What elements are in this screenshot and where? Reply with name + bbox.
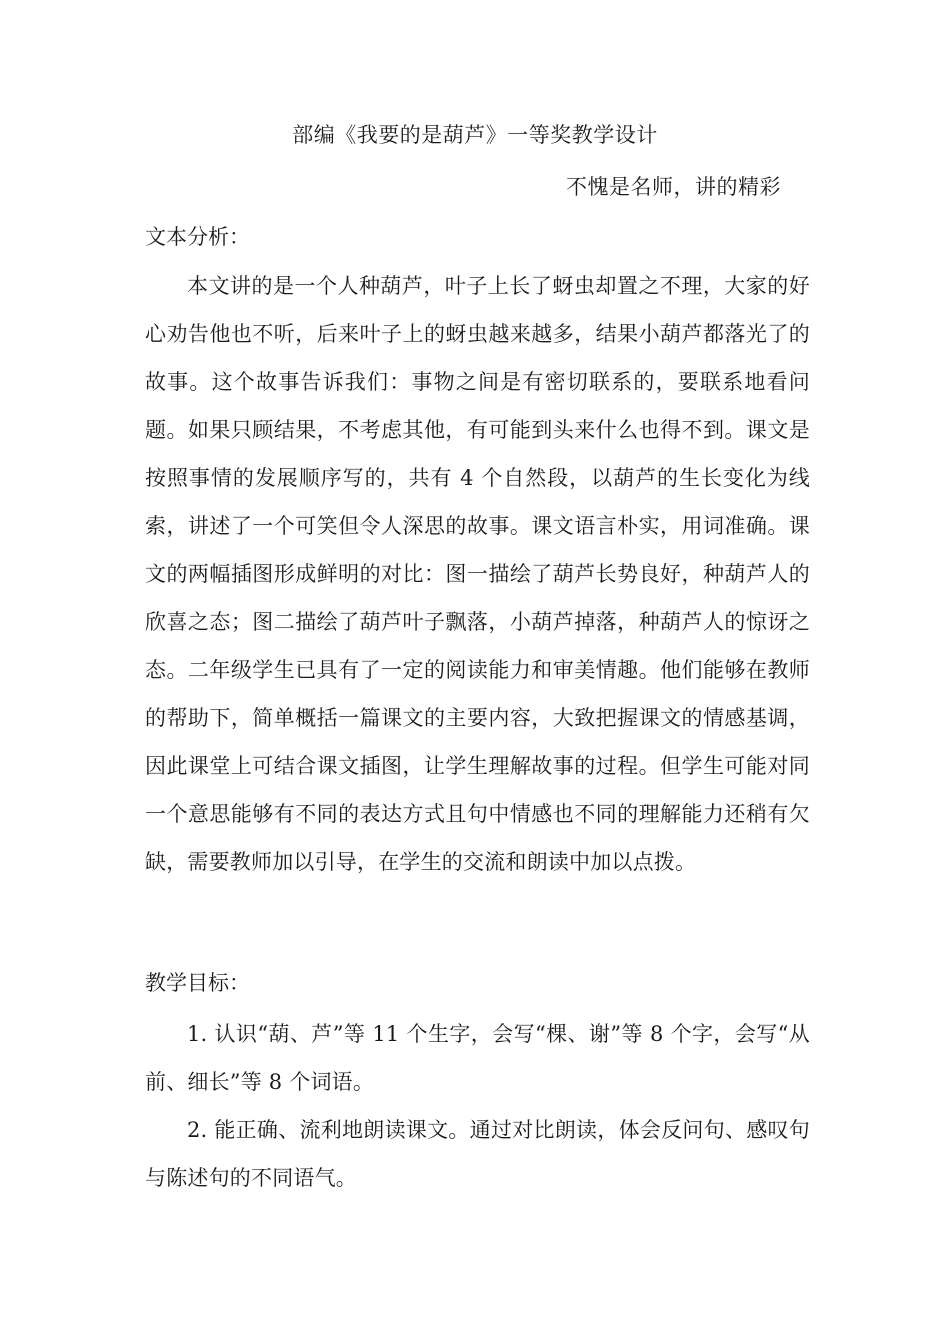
list-item: 2. 能正确、流利地朗读课文。通过对比朗读，体会反问句、感叹句与陈述句的不同语气。: [145, 1118, 810, 1190]
section-body-teaching-goals: [145, 1010, 810, 1202]
document-title: 部编《我要的是葫芦》一等奖教学设计: [292, 123, 658, 147]
section-body-text-analysis: [145, 262, 810, 886]
section-heading-text-analysis: 文本分析：: [145, 225, 250, 249]
document-subtitle: 不愧是名师，讲的精彩: [566, 175, 781, 199]
list-item: 1. 认识“葫、芦”等 11 个生字，会写“棵、谢”等 8 个字，会写“从前、细长”等 8 个词语。: [145, 1022, 810, 1094]
paragraph: 本文讲的是一个人种葫芦，叶子上长了蚜虫却置之不理，大家的好心劝告他也不听，后来叶子上的蚜虫越来越多，结果小葫芦都落光了的故事。这个故事告诉我们：事物之间是有密切联系的，要联系地看问题。如果只顾结果，不考虑其他，有可能到头来什么也得不到。课文是按照事情的发展顺序写的，共有 4 个自然段，以葫芦的生长变化为线索，讲述了一个可笑但令人深思的故事。课文语言朴实，用词准确。课文的两幅插图形成鲜明的对比：图一描绘了葫芦长势良好，种葫芦人的欣喜之态；图二描绘了葫芦叶子飘落，小葫芦掉落，种葫芦人的惊讶之态。二年级学生已具有了一定的阅读能力和审美情趣。他们能够在教师的帮助下，简单概括一篇课文的主要内容，大致把握课文的情感基调，因此课堂上可结合课文插图，让学生理解故事的过程。但学生可能对同一个意思能够有不同的表达方式且句中情感也不同的理解能力还稍有欠缺，需要教师加以引导，在学生的交流和朗读中加以点拨。: [145, 274, 810, 874]
section-heading-teaching-goals: 教学目标：: [145, 971, 250, 995]
